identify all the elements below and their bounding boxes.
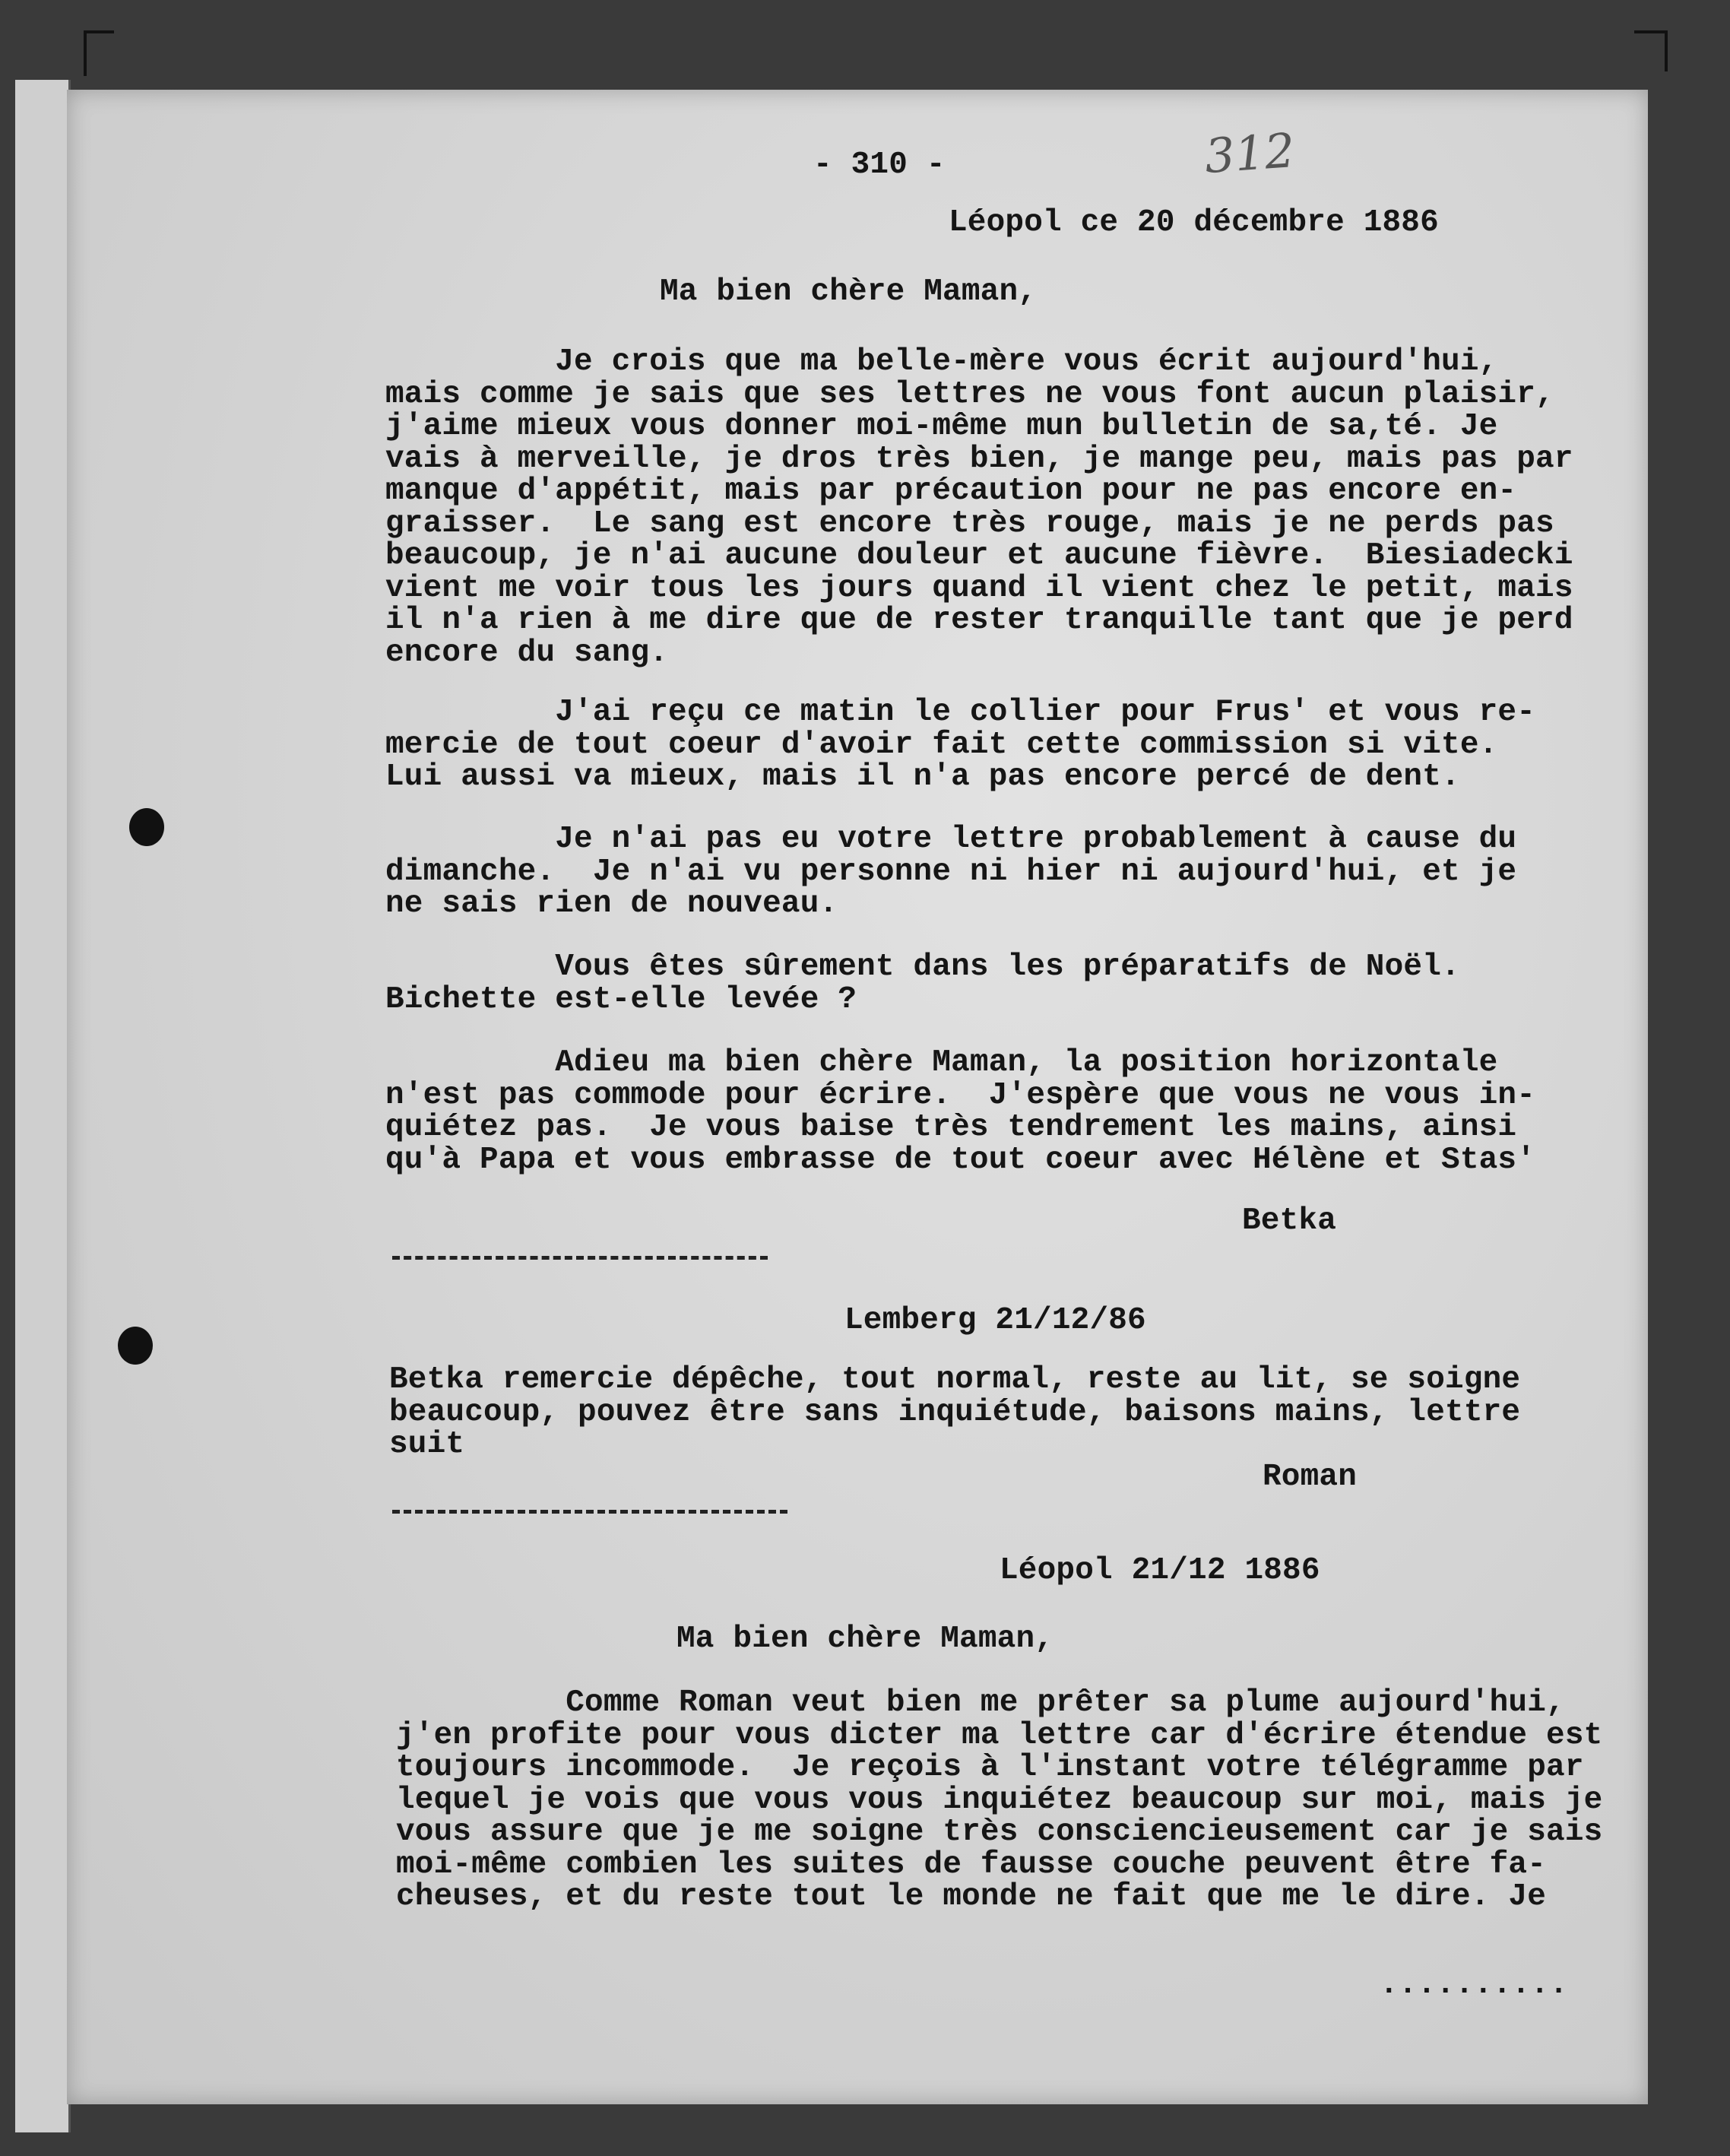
letter2-salutation: Ma bien chère Maman,	[676, 1622, 1054, 1657]
text-line: lequel je vois que vous vous inquiétez beaucoup sur moi, mais je	[396, 1782, 1603, 1818]
text-line: n'est pas commode pour écrire. J'espère que vous ne vous in-	[385, 1077, 1536, 1113]
separator-rule	[392, 1510, 787, 1514]
text-line: toujours incommode. Je reçois à l'instant votre télégramme par	[396, 1750, 1584, 1785]
text-line: Lui aussi va mieux, mais il n'a pas encore percé de dent.	[385, 759, 1460, 794]
text-line: Betka remercie dépêche, tout normal, reste au lit, se soigne	[389, 1362, 1521, 1397]
letter1-signature: Betka	[1242, 1203, 1337, 1238]
text-line: Adieu ma bien chère Maman, la position horizontale	[385, 1045, 1498, 1080]
letter2-paragraph	[396, 1687, 1602, 1913]
letter1-salutation: Ma bien chère Maman,	[660, 274, 1038, 309]
text-line: j'en profite pour vous dicter ma lettre car d'écrire étendue est	[396, 1717, 1603, 1753]
text-line: moi-même combien les suites de fausse couche peuvent être fa-	[396, 1847, 1547, 1882]
letter1-paragraph	[385, 346, 1573, 669]
text-line: beaucoup, pouvez être sans inquiétude, baisons mains, lettre	[389, 1394, 1521, 1430]
text-line: Je crois que ma belle-mère vous écrit aujourd'hui,	[385, 344, 1498, 379]
letter1-paragraph	[385, 1047, 1535, 1176]
telegram-signature: Roman	[1263, 1460, 1358, 1495]
continuation-dots: ..........	[1380, 1967, 1569, 2002]
letter1-paragraph	[385, 951, 1460, 1016]
back-sheet-edge	[15, 80, 71, 2132]
crop-mark	[84, 30, 132, 76]
text-line: J'ai reçu ce matin le collier pour Frus' et vous re-	[385, 695, 1536, 730]
text-line: Je n'ai pas eu votre lettre probablement à cause du	[385, 822, 1517, 857]
separator-rule	[392, 1256, 768, 1260]
text-line: Vous êtes sûrement dans les préparatifs de Noël.	[385, 950, 1460, 984]
letter2-date: Léopol 21/12 1886	[1000, 1553, 1320, 1588]
text-line: dimanche. Je n'ai vu personne ni hier ni aujourd'hui, et je	[385, 854, 1517, 889]
text-line: Comme Roman veut bien me prêter sa plume aujourd'hui,	[396, 1685, 1565, 1720]
text-line: mais comme je sais que ses lettres ne vous font aucun plaisir,	[385, 376, 1554, 412]
text-line: vais à merveille, je dros très bien, je mange peu, mais pas par	[385, 441, 1573, 477]
telegram-body	[389, 1364, 1520, 1461]
crop-mark	[1634, 30, 1668, 71]
text-line: vient me voir tous les jours quand il vient chez le petit, mais	[385, 570, 1573, 606]
text-line: ne sais rien de nouveau.	[385, 886, 838, 921]
text-line: manque d'appétit, mais par précaution pour ne pas encore en-	[385, 474, 1517, 509]
letter1-date: Léopol ce 20 décembre 1886	[949, 205, 1439, 240]
text-line: suit	[389, 1427, 465, 1462]
text-line: qu'à Papa et vous embrasse de tout coeur avec Hélène et Stas'	[385, 1142, 1536, 1178]
text-line: encore du sang.	[385, 635, 669, 671]
telegram-heading: Lemberg 21/12/86	[844, 1303, 1146, 1338]
text-line: j'aime mieux vous donner moi-même mun bulletin de sa,té. Je	[385, 409, 1498, 444]
text-line: il n'a rien à me dire que de rester tranquille tant que je perd	[385, 603, 1573, 638]
text-line: graisser. Le sang est encore très rouge, mais je ne perds pas	[385, 506, 1554, 541]
letter1-paragraph	[385, 696, 1535, 794]
text-line: quiétez pas. Je vous baise très tendrement les mains, ainsi	[385, 1110, 1517, 1145]
crop-mark	[84, 30, 114, 33]
text-line: Bichette est-elle levée ?	[385, 981, 857, 1017]
page-number: - 310 -	[813, 147, 946, 182]
text-line: mercie de tout coeur d'avoir fait cette commission si vite.	[385, 727, 1498, 763]
archive-number-handwritten: 312	[1202, 122, 1297, 185]
punch-hole	[118, 1327, 153, 1365]
text-line: beaucoup, je n'ai aucune douleur et aucune fièvre. Biesiadecki	[385, 538, 1573, 573]
letter1-paragraph	[385, 823, 1516, 921]
text-line: vous assure que je me soigne très consciencieusement car je sais	[396, 1815, 1603, 1850]
punch-hole	[129, 808, 164, 846]
text-line: cheuses, et du reste tout le monde ne fait que me le dire. Je	[396, 1879, 1547, 1914]
